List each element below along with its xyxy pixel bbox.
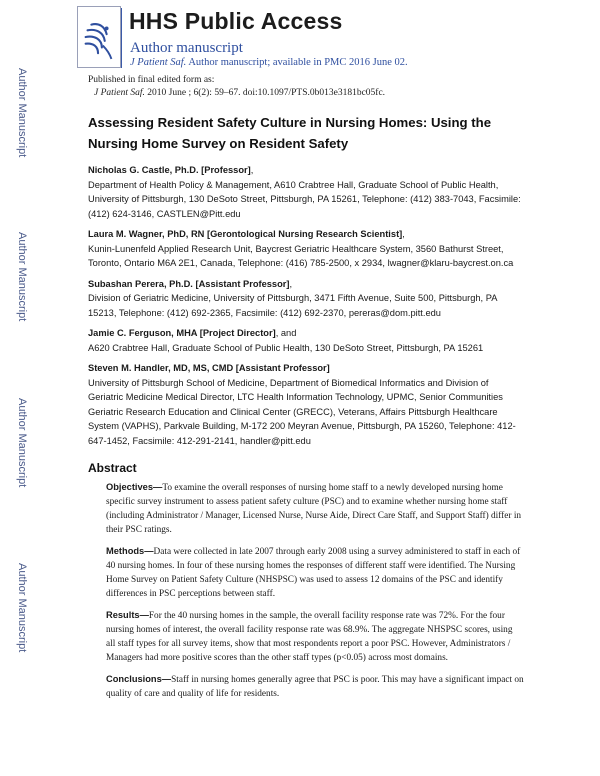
availability-text: Author manuscript; available in PMC 2016 June 02. — [186, 57, 408, 68]
author-name: Laura M. Wagner, PhD, RN [Gerontological Nursing Research Scientist] — [88, 229, 403, 239]
availability-journal: J Patient Saf. — [130, 57, 187, 68]
abstract-section-text: For the 40 nursing homes in the sample, the overall facility response rate was 72%. For the four nursing homes of interest, the overall facility response rate was 68.9%. The aggregate NHSPSC scores, using all staff types for all survey items, show that most respondents report a poor PSC. However, Administrators / Managers had more positive scores than the other staff types (p<0.05) across most domains. — [106, 611, 513, 663]
author-entry — [88, 326, 524, 355]
hhs-logo — [77, 6, 121, 68]
author-affiliation: University of Pittsburgh School of Medicine, Department of Biomedical Informatics and Division of Geriatric Medicine Medical Director, LTC Health Information Technology, UPMC, Senior Communities Geriatric Research Education and Clinical Center (GRECC), Veterans, Affairs Pittsburgh Healthcare System (VAPHS), Parkvale Building, M-172 200 Meyran Avenue, Pittsburgh, PA 15260, Telephone: 412-647-1452, Facsimile: 412-291-2141, handler@pitt.edu — [88, 377, 516, 446]
side-label: Author Manuscript — [16, 68, 28, 158]
author-affiliation: Department of Health Policy & Management, A610 Crabtree Hall, Graduate School of Public Health, University of Pittsburgh, 130 DeSoto Street, Pittsburgh, PA 15261, Telephone: (412) 383-7043, Facsimile: (412) 624-3146, CASTLEN@Pitt.edu — [88, 179, 521, 219]
author-entry — [88, 361, 524, 448]
hhs-title: HHS Public Access — [129, 8, 343, 34]
author-separator: , — [250, 165, 254, 175]
citation-details: 2010 June ; 6(2): 59–67. doi:10.1097/PTS.0b013e3181bc05fc. — [144, 88, 386, 98]
citation-journal: J Patient Saf. — [94, 88, 145, 98]
abstract-section-head: Conclusions— — [106, 674, 172, 684]
side-label: Author Manuscript — [16, 232, 28, 322]
abstract-section-head: Results— — [106, 610, 149, 620]
author-entry — [88, 277, 524, 321]
author-affiliation: Kunin-Lunenfeld Applied Research Unit, Baycrest Geriatric Healthcare System, 3560 Bathurst Street, Toronto, Ontario M6A 2E1, Canada, Telephone: (416) 785-2500, x 2934, lwagner@klaru-baycrest.on.ca — [88, 243, 514, 268]
author-manuscript-label: Author manuscript — [130, 40, 243, 56]
author-separator: , — [289, 278, 293, 289]
abstract-section-text: Staff in nursing homes generally agree that PSC is poor. This may have a significant impact on quality of care and quality of life for residents. — [106, 675, 524, 699]
abstract-section-methods — [106, 544, 524, 601]
abstract-section-head: Methods— — [106, 546, 154, 556]
author-name: Steven M. Handler, MD, MS, CMD [Assistant Professor] — [88, 363, 330, 373]
author-entry — [88, 227, 524, 271]
published-label: Published in final edited form as: — [88, 75, 215, 85]
side-label: Author Manuscript — [16, 563, 28, 653]
author-list — [88, 163, 524, 454]
citation — [94, 88, 385, 98]
abstract-section-head: Objectives— — [106, 482, 163, 492]
abstract-section-results — [106, 608, 524, 665]
author-name: Subashan Perera, Ph.D. [Assistant Professor] — [88, 278, 290, 289]
abstract-body — [106, 480, 524, 708]
abstract-section-text: Data were collected in late 2007 through early 2008 using a survey administered to staff in each of 40 nursing homes. In four of these nursing homes the responses of different staff were identified. The Nursing Home Survey on Patient Safety Culture (NHSPSC) was used to assess 12 domains of the PSC and identify differences in PSC perceptions between staff. — [106, 547, 521, 599]
abstract-section-text: To examine the overall responses of nursing home staff to a newly developed nursing home specific survey instrument to assess patient safety culture (PSC) and to examine whether nursing home staff (including Administrator / Manager, Licensed Nurse, Nurse Aide, Direct Care Staff, and Support Staff) differ in their PSC ratings. — [106, 483, 522, 535]
side-label: Author Manuscript — [16, 398, 28, 488]
author-entry — [88, 163, 524, 221]
author-separator: , — [402, 229, 405, 239]
author-affiliation: Division of Geriatric Medicine, University of Pittsburgh, 3471 Fifth Avenue, Suite 500, Pittsburgh, PA 15213, Telephone: (412) 692-2365, Facsimile: (412) 692-2370, pereras@dom.pitt.edu — [88, 293, 497, 318]
abstract-heading: Abstract — [88, 461, 137, 475]
author-affiliation: A620 Crabtree Hall, Graduate School of Public Health, 130 DeSoto Street, Pittsburgh, PA 15261 — [88, 342, 484, 353]
article-title: Assessing Resident Safety Culture in Nursing Homes: Using the Nursing Home Survey on Resident Safety — [88, 115, 492, 151]
author-separator: , and — [275, 328, 297, 338]
abstract-section-objectives — [106, 480, 524, 537]
header-divider — [121, 8, 122, 68]
hhs-eagle-logo-icon — [78, 7, 120, 67]
author-name: Jamie C. Ferguson, MHA [Project Director] — [88, 328, 276, 338]
abstract-section-conclusions — [106, 672, 524, 701]
availability-line — [130, 57, 408, 68]
author-name: Nicholas G. Castle, Ph.D. [Professor] — [88, 165, 251, 175]
